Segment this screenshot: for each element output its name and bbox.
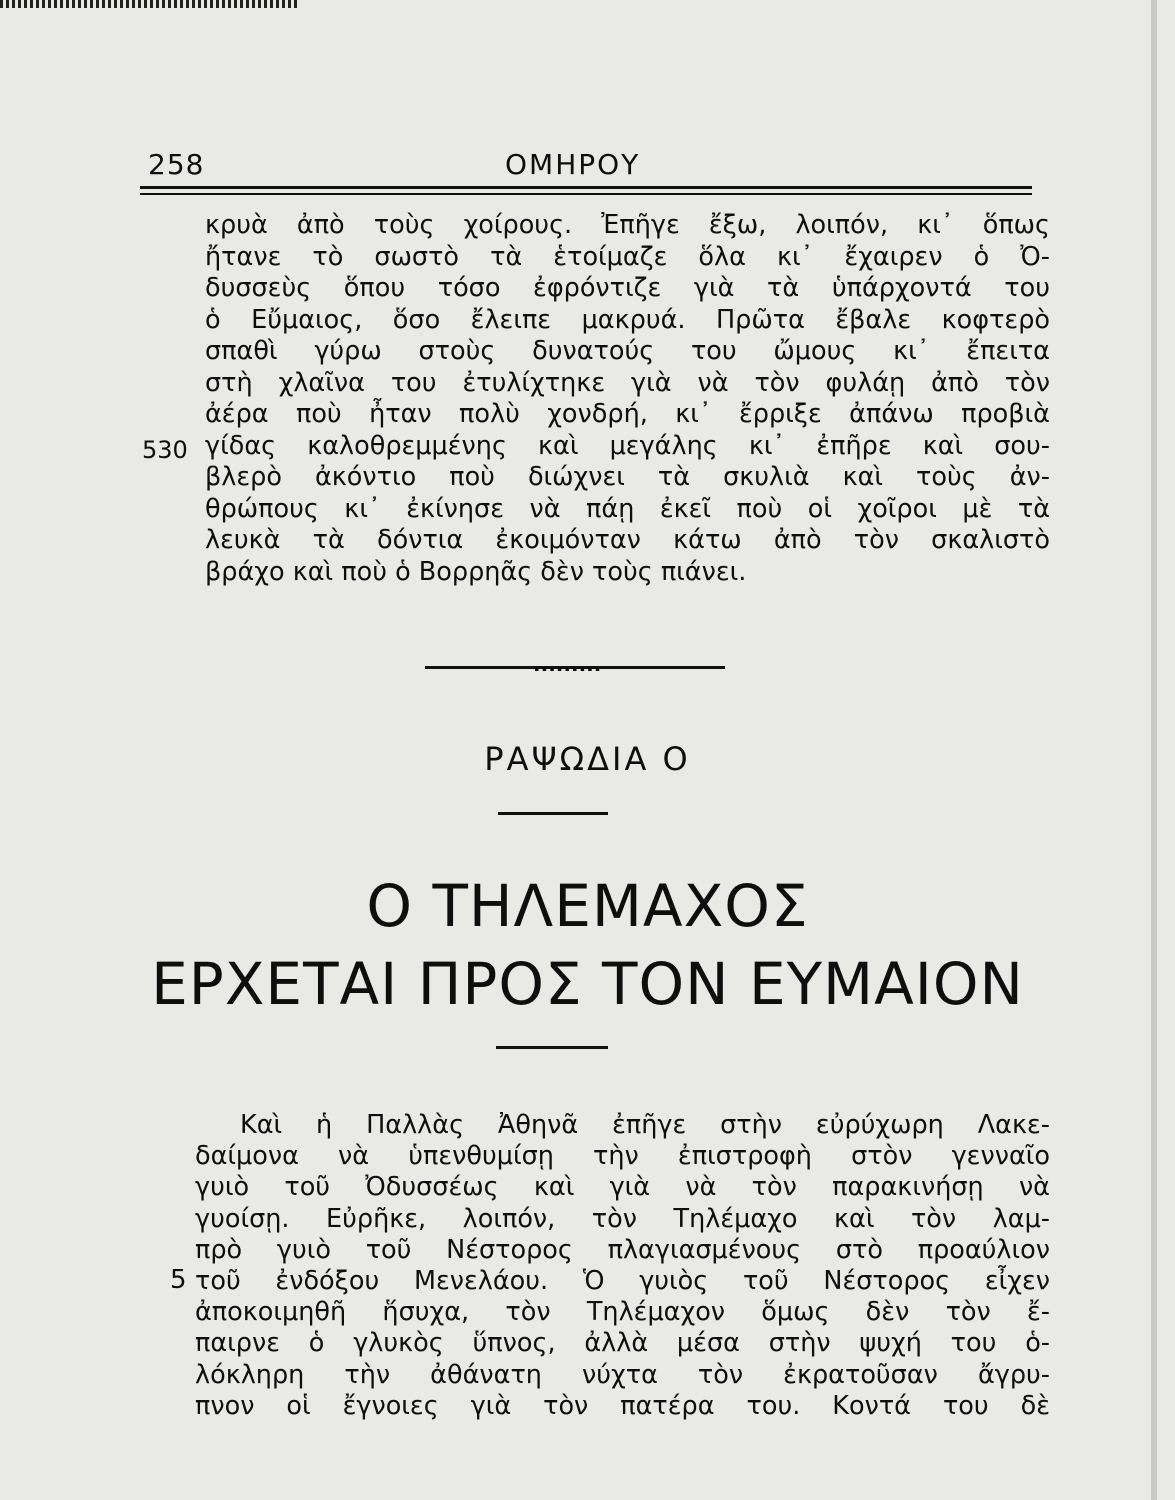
line-number-marker: 530	[142, 436, 188, 464]
text-line: σπαθὶ γύρω στοὺς δυνατούς του ὤμους κι᾿ ἔπειτα	[205, 336, 1050, 366]
separator-dots: .........	[533, 652, 602, 676]
chapter-title-line-2: ΕΡΧΕΤΑΙ ΠΡΟΣ ΤΟΝ ΕΥΜΑΙΟΝ	[151, 950, 1024, 1018]
text-line: ὁ Εὔμαιος, ὅσο ἔλειπε μακρυά. Πρῶτα ἔβαλε κοφτερὸ	[205, 304, 1050, 335]
text-line: γίδας καλοθρεμμένης καὶ μεγάλης κι᾿ ἐπῆρε καὶ σου-	[205, 430, 1050, 461]
bottom-paragraph	[195, 1110, 1050, 1422]
text-line: παιρνε ὁ γλυκὸς ὕπνος, ἀλλὰ μέσα στὴν ψυχή του ὁ-	[195, 1328, 1050, 1359]
text-line: πνον οἱ ἔγνοιες γιὰ τὸν πατέρα του. Κοντά του δὲ	[195, 1390, 1050, 1421]
page-number: 258	[148, 148, 205, 181]
header-rule-secondary	[140, 193, 1032, 195]
text-line: κρυὰ ἀπὸ τοὺς χοίρους. Ἐπῆγε ἔξω, λοιπόν, κι᾿ ὅπως	[205, 210, 1050, 240]
text-line: ἀποκοιμηθῆ ἥσυχα, τὸν Τηλέμαχον ὅμως δὲν τὸν ἔ-	[195, 1297, 1050, 1328]
top-paragraph	[205, 210, 1050, 588]
text-line: ἤτανε τὸ σωστὸ τὰ ἑτοίμαζε ὅλα κι᾿ ἔχαιρεν ὁ Ὀ-	[205, 241, 1050, 272]
text-line: βλερὸ ἀκόντιο ποὺ διώχνει τὰ σκυλιὰ καὶ τοὺς ἀν-	[205, 462, 1050, 492]
rhapsody-heading: ΡΑΨΩΔΙΑ Ο	[484, 740, 691, 778]
rhapsody-rule	[498, 812, 608, 815]
page-header	[140, 148, 1032, 188]
page-top-edge	[0, 0, 300, 8]
running-head: ΟΜΗΡΟΥ	[505, 148, 641, 181]
section-separator	[425, 650, 725, 674]
text-line: Καὶ ἡ Παλλὰς Ἀθηνᾶ ἐπῆγε στὴν εὐρύχωρη Λακε-	[240, 1110, 1050, 1140]
header-rule	[140, 186, 1032, 189]
text-line: ἀέρα ποὺ ἦταν πολὺ χονδρή, κι᾿ ἔρριξε ἀπάνω προβιὰ	[205, 399, 1050, 429]
title-rule	[496, 1046, 608, 1049]
text-line: λευκὰ τὰ δόντια ἐκοιμόνταν κάτω ἀπὸ τὸν σκαλιστὸ	[205, 525, 1050, 555]
text-line: θρώπους κι᾿ ἐκίνησε νὰ πάῃ ἐκεῖ ποὺ οἱ χοῖροι μὲ τὰ	[205, 493, 1050, 524]
text-line: γυιὸ τοῦ Ὀδυσσέως καὶ γιὰ νὰ τὸν παρακινήσῃ νὰ	[195, 1172, 1050, 1203]
text-line: δυσσεὺς ὅπου τόσο ἐφρόντιζε γιὰ τὰ ὑπάρχοντά του	[205, 273, 1050, 303]
chapter-title-line-1: Ο ΤΗΛΕΜΑΧΟΣ	[366, 872, 809, 940]
text-line: λόκληρη τὴν ἀθάνατη νύχτα τὸν ἐκρατοῦσαν ἄγρυ-	[195, 1359, 1050, 1390]
text-line: βράχο καὶ ποὺ ὁ Βορρηᾶς δὲν τοὺς πιάνει.	[205, 556, 747, 587]
line-number-marker: 5	[170, 1265, 187, 1295]
text-line: στὴ χλαῖνα του ἐτυλίχτηκε γιὰ νὰ τὸν φυλάῃ ἀπὸ τὸν	[205, 367, 1050, 398]
text-line: δαίμονα νὰ ὑπενθυμίσῃ τὴν ἐπιστροφὴ στὸν γενναῖο	[195, 1141, 1050, 1172]
text-line: πρὸ γυιὸ τοῦ Νέστορος πλαγιασμένους στὸ προαύλιον	[195, 1234, 1050, 1265]
text-line: γυοίσῃ. Εὐρῆκε, λοιπόν, τὸν Τηλέμαχο καὶ τὸν λαμ-	[195, 1203, 1050, 1234]
text-line: τοῦ ἐνδόξου Μενελάου. Ὁ γυιὸς τοῦ Νέστορος εἶχεν	[195, 1266, 1050, 1297]
